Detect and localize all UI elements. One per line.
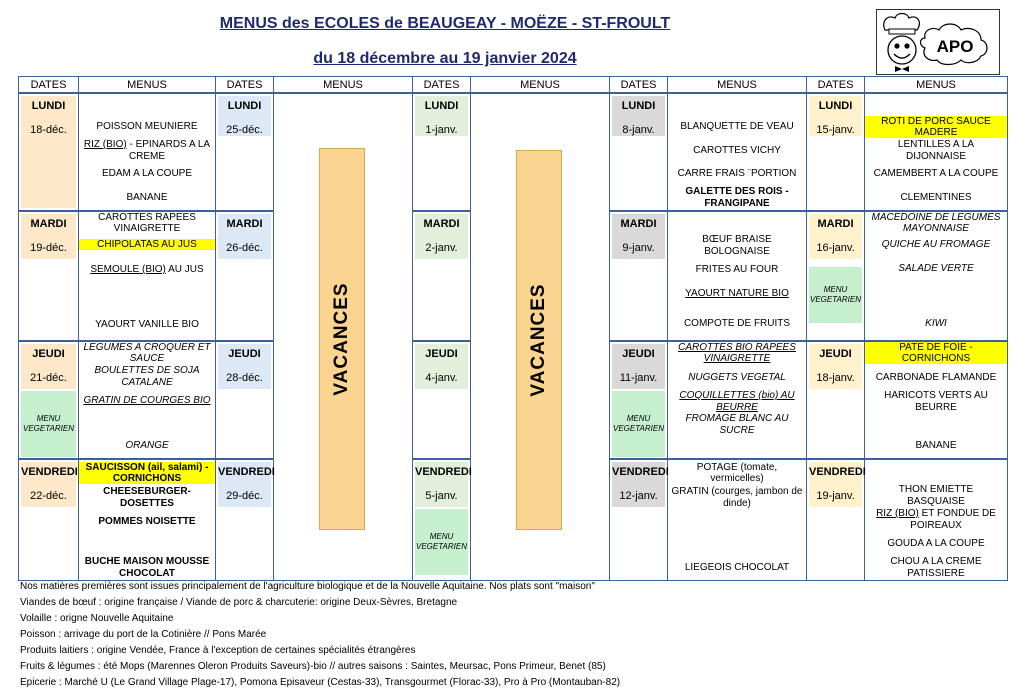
date-cell bbox=[415, 214, 468, 259]
menu-vegetarien-badge: MENU VEGETARIEN bbox=[809, 267, 862, 323]
header-dates: DATES bbox=[610, 77, 668, 94]
footer-note: Nos matières premières sont issues principalement de l'agriculture biologique et de la Nouvelle Aquitaine. Nos plats sont "maison" bbox=[20, 581, 595, 592]
date-label: 21-déc. bbox=[30, 372, 67, 384]
date-label: 9-janv. bbox=[622, 242, 655, 254]
menu-item: BEURRE bbox=[716, 402, 758, 413]
menu-item: RIZ (BIO) - EPINARDS A LA bbox=[83, 139, 211, 150]
date-label: 29-déc. bbox=[226, 490, 263, 502]
menu-item: LEGUMES A CROQUER ET bbox=[83, 342, 211, 353]
vacances-banner-w2: VACANCES bbox=[319, 148, 365, 530]
date-label: 1-janv. bbox=[425, 124, 458, 136]
menu-item: BOLOGNAISE bbox=[704, 246, 770, 257]
date-label: 25-déc. bbox=[226, 124, 263, 136]
date-cell bbox=[415, 96, 468, 136]
footer-note: Viandes de bœuf : origine française / Viande de porc & charcuterie: origine Deux-Sèvres, Bretagne bbox=[20, 597, 458, 608]
day-label: LUNDI bbox=[31, 100, 66, 112]
day-label: LUNDI bbox=[424, 100, 459, 112]
menu-item: SAUCISSON (ail, salami) - bbox=[79, 462, 215, 473]
footer-note: Fruits & légumes : été Mops (Marennes Oleron Produits Saveurs)-bio // autres saisons : Saintes, Meursac, Pons Primeur, Benet (85) bbox=[20, 661, 606, 672]
menu-item: MAYONNAISE bbox=[903, 223, 969, 234]
date-cell bbox=[415, 344, 468, 389]
menu-cell-w1-mardi bbox=[79, 212, 215, 340]
day-label: LUNDI bbox=[227, 100, 262, 112]
date-cell bbox=[612, 462, 669, 507]
menu-cell-w4-jeudi bbox=[668, 342, 806, 458]
day-label: VENDREDI bbox=[21, 466, 78, 478]
date-label: 19-janv. bbox=[816, 490, 855, 502]
menu-item: CAMEMBERT A LA COUPE bbox=[873, 168, 999, 179]
menu-item: POISSON MEUNIERE bbox=[96, 121, 198, 132]
page-subtitle: du 18 décembre au 19 janvier 2024 bbox=[313, 50, 577, 67]
header-row bbox=[19, 77, 1008, 94]
menu-item: CAROTTES RAPEES bbox=[98, 212, 196, 223]
footer-note: Volaille : origne Nouvelle Aquitaine bbox=[20, 613, 174, 624]
menu-item: CAROTTES BIO RAPEES bbox=[678, 342, 796, 353]
date-label: 18-janv. bbox=[816, 372, 855, 384]
menu-item: SAUCE bbox=[129, 353, 165, 364]
date-label: 18-déc. bbox=[30, 124, 67, 136]
header-menus: MENUS bbox=[79, 77, 216, 94]
page-title: MENUS des ECOLES de BEAUGEAY - MOËZE - ST-FROULT bbox=[219, 15, 671, 32]
date-label: 11-janv. bbox=[619, 372, 658, 384]
menu-item: FROMAGE BLANC AU bbox=[685, 413, 789, 424]
menu-item: CHOU A LA CREME bbox=[890, 556, 982, 567]
day-label: MARDI bbox=[620, 218, 657, 230]
menu-item: DOSETTES bbox=[120, 498, 174, 509]
row-lundi bbox=[19, 93, 1008, 211]
menu-item: SEMOULE (BIO) AU JUS bbox=[90, 264, 204, 275]
menu-item: POTAGE (tomate, bbox=[696, 462, 778, 473]
date-cell bbox=[21, 344, 76, 389]
menu-item: VINAIGRETTE bbox=[703, 353, 771, 364]
date-cell bbox=[21, 214, 76, 259]
menu-item: RIZ (BIO) ET FONDUE DE bbox=[876, 508, 996, 519]
menu-item: CAROTTES VICHY bbox=[693, 145, 781, 156]
menu-item: YAOURT NATURE BIO bbox=[685, 288, 789, 299]
menu-item: HARICOTS VERTS AU bbox=[884, 390, 988, 401]
footer-note: Epicerie : Marché U (Le Grand Village Plage-17), Pomona Episaveur (Cestas-33), Transgourmet (Florac-33), Pro à Pro (Montauban-82) bbox=[20, 677, 621, 688]
footer-note: Poisson : arrivage du port de la Cotinière // Pons Marée bbox=[20, 629, 267, 640]
header-menus: MENUS bbox=[471, 77, 610, 94]
menu-item: CATALANE bbox=[121, 377, 173, 388]
chef-logo-icon bbox=[877, 10, 999, 74]
menu-item: CREME bbox=[128, 151, 166, 162]
menu-item: ORANGE bbox=[125, 440, 169, 451]
menu-vegetarien-badge: MENU VEGETARIEN bbox=[415, 509, 468, 575]
menu-item: KIWI bbox=[925, 318, 947, 329]
menu-cell-w4-lundi bbox=[668, 94, 806, 210]
date-cell bbox=[612, 344, 665, 389]
header-menus: MENUS bbox=[865, 77, 1008, 94]
menu-item: NUGGETS VEGETAL bbox=[688, 372, 786, 383]
menu-cell-w5-lundi bbox=[865, 94, 1007, 210]
date-label: 26-déc. bbox=[226, 242, 263, 254]
menu-item: BUCHE MAISON MOUSSE bbox=[84, 556, 210, 567]
menu-item: THON EMIETTE bbox=[898, 484, 974, 495]
menu-item: SALADE VERTE bbox=[898, 263, 974, 274]
menu-item: COQUILLETTES (bio) AU bbox=[679, 390, 795, 401]
logo-text: APO bbox=[936, 37, 974, 56]
day-label: VENDREDI bbox=[218, 466, 275, 478]
day-label: JEUDI bbox=[32, 348, 65, 360]
menu-item: CARBONADE FLAMANDE bbox=[875, 372, 997, 383]
day-label: JEUDI bbox=[425, 348, 458, 360]
menu-table bbox=[18, 76, 1008, 581]
menu-item: CHOCOLAT bbox=[119, 568, 175, 579]
date-cell bbox=[415, 462, 472, 507]
menu-item: BOULETTES DE SOJA bbox=[94, 365, 200, 376]
date-cell bbox=[809, 462, 866, 507]
date-cell bbox=[218, 462, 275, 507]
menu-item: BLANQUETTE DE VEAU bbox=[680, 121, 794, 132]
date-cell bbox=[809, 214, 862, 259]
menu-item: QUICHE AU FROMAGE bbox=[881, 239, 991, 250]
footer-note: Produits laitiers : origine Vendée, France à l'exception de certaines spécialités étrangères bbox=[20, 645, 416, 656]
date-label: 5-janv. bbox=[425, 490, 458, 502]
header-dates: DATES bbox=[19, 77, 79, 94]
vacances-banner-w3: VACANCES bbox=[516, 150, 562, 530]
date-label: 4-janv. bbox=[425, 372, 458, 384]
day-label: VENDREDI bbox=[809, 466, 866, 478]
menu-item: YAOURT VANILLE BIO bbox=[95, 319, 199, 330]
header-dates: DATES bbox=[216, 77, 274, 94]
menu-vegetarien-badge: MENU VEGETARIEN bbox=[612, 391, 665, 457]
menu-item: PATE DE FOIE - bbox=[865, 342, 1007, 353]
date-label: 2-janv. bbox=[425, 242, 458, 254]
date-label: 16-janv. bbox=[816, 242, 855, 254]
date-cell bbox=[218, 96, 271, 136]
menu-cell-w1-jeudi bbox=[79, 342, 215, 458]
day-label: JEUDI bbox=[622, 348, 655, 360]
header-menus: MENUS bbox=[668, 77, 807, 94]
day-label: MARDI bbox=[226, 218, 263, 230]
menu-cell-w4-vendredi bbox=[668, 460, 806, 580]
menu-item: POIREAUX bbox=[910, 520, 962, 531]
menu-item: PATISSIERE bbox=[907, 568, 965, 579]
date-label: 22-déc. bbox=[30, 490, 67, 502]
day-label: JEUDI bbox=[228, 348, 261, 360]
menu-cell-w5-mardi bbox=[865, 212, 1007, 340]
menu-item: FRANGIPANE bbox=[704, 198, 770, 209]
day-label: MARDI bbox=[30, 218, 67, 230]
header-dates: DATES bbox=[807, 77, 865, 94]
menu-item: EDAM A LA COUPE bbox=[101, 168, 193, 179]
menu-item: COMPOTE DE FRUITS bbox=[683, 318, 791, 329]
menu-item: CLEMENTINES bbox=[900, 192, 972, 203]
date-cell bbox=[612, 96, 665, 136]
menu-cell-w1-lundi bbox=[79, 94, 215, 210]
menu-item: MACEDOINE DE LEGUMES bbox=[871, 212, 1001, 223]
date-cell bbox=[218, 214, 271, 259]
menu-item: BANANE bbox=[126, 192, 168, 203]
menu-item: FRITES AU FOUR bbox=[695, 264, 779, 275]
menu-item: BANANE bbox=[915, 440, 957, 451]
date-label: 15-janv. bbox=[816, 124, 855, 136]
menu-cell-w4-mardi bbox=[668, 212, 806, 340]
header-dates: DATES bbox=[413, 77, 471, 94]
day-label: MARDI bbox=[817, 218, 854, 230]
menu-item: MADERE bbox=[865, 127, 1007, 138]
day-label: JEUDI bbox=[819, 348, 852, 360]
day-label: MARDI bbox=[423, 218, 460, 230]
menu-cell-w5-vendredi bbox=[865, 460, 1007, 580]
date-cell bbox=[809, 96, 862, 136]
date-label: 12-janv. bbox=[619, 490, 658, 502]
menu-item: CORNICHONS bbox=[79, 473, 215, 484]
date-cell bbox=[21, 96, 76, 208]
day-label: VENDREDI bbox=[415, 466, 472, 478]
menu-item: LENTILLES A LA bbox=[897, 139, 975, 150]
menu-item: dinde) bbox=[723, 498, 751, 509]
day-label: LUNDI bbox=[621, 100, 656, 112]
menu-item: GRATIN (courges, jambon de bbox=[671, 486, 803, 497]
menu-item: BEURRE bbox=[915, 402, 957, 413]
apo-logo bbox=[876, 9, 1000, 75]
menu-cell-w1-vendredi bbox=[79, 460, 215, 580]
date-label: 8-janv. bbox=[622, 124, 655, 136]
date-cell bbox=[21, 462, 76, 507]
menu-item: ROTI DE PORC SAUCE bbox=[865, 116, 1007, 127]
date-cell bbox=[218, 344, 271, 389]
day-label: VENDREDI bbox=[612, 466, 669, 478]
menu-item: BASQUAISE bbox=[907, 496, 965, 507]
date-label: 19-déc. bbox=[30, 242, 67, 254]
menu-item: CARRE FRAIS ¨PORTION bbox=[677, 168, 797, 179]
menu-vegetarien-badge: MENU VEGETARIEN bbox=[21, 391, 76, 457]
header-menus: MENUS bbox=[274, 77, 413, 94]
menu-item: CHIPOLATAS AU JUS bbox=[79, 239, 215, 250]
menu-item: DIJONNAISE bbox=[905, 151, 966, 162]
date-label: 28-déc. bbox=[226, 372, 263, 384]
menu-item: CORNICHONS bbox=[865, 353, 1007, 364]
menu-item: POMMES NOISETTE bbox=[98, 516, 196, 527]
menu-item: GALETTE DES ROIS - bbox=[685, 186, 789, 197]
menu-item: SUCRE bbox=[719, 425, 755, 436]
menu-item: BŒUF BRAISE bbox=[702, 234, 772, 245]
menu-item: CHEESEBURGER- bbox=[103, 486, 191, 497]
menu-item: GRATIN DE COURGES BIO bbox=[83, 395, 211, 406]
menu-item: VINAIGRETTE bbox=[113, 223, 181, 234]
date-cell bbox=[809, 344, 862, 389]
menu-item: LIEGEOIS CHOCOLAT bbox=[684, 562, 790, 573]
menu-item: GOUDA A LA COUPE bbox=[887, 538, 985, 549]
date-cell bbox=[612, 214, 665, 259]
menu-item: vermicelles) bbox=[710, 473, 764, 484]
menu-cell-w5-jeudi bbox=[865, 342, 1007, 458]
day-label: LUNDI bbox=[818, 100, 853, 112]
